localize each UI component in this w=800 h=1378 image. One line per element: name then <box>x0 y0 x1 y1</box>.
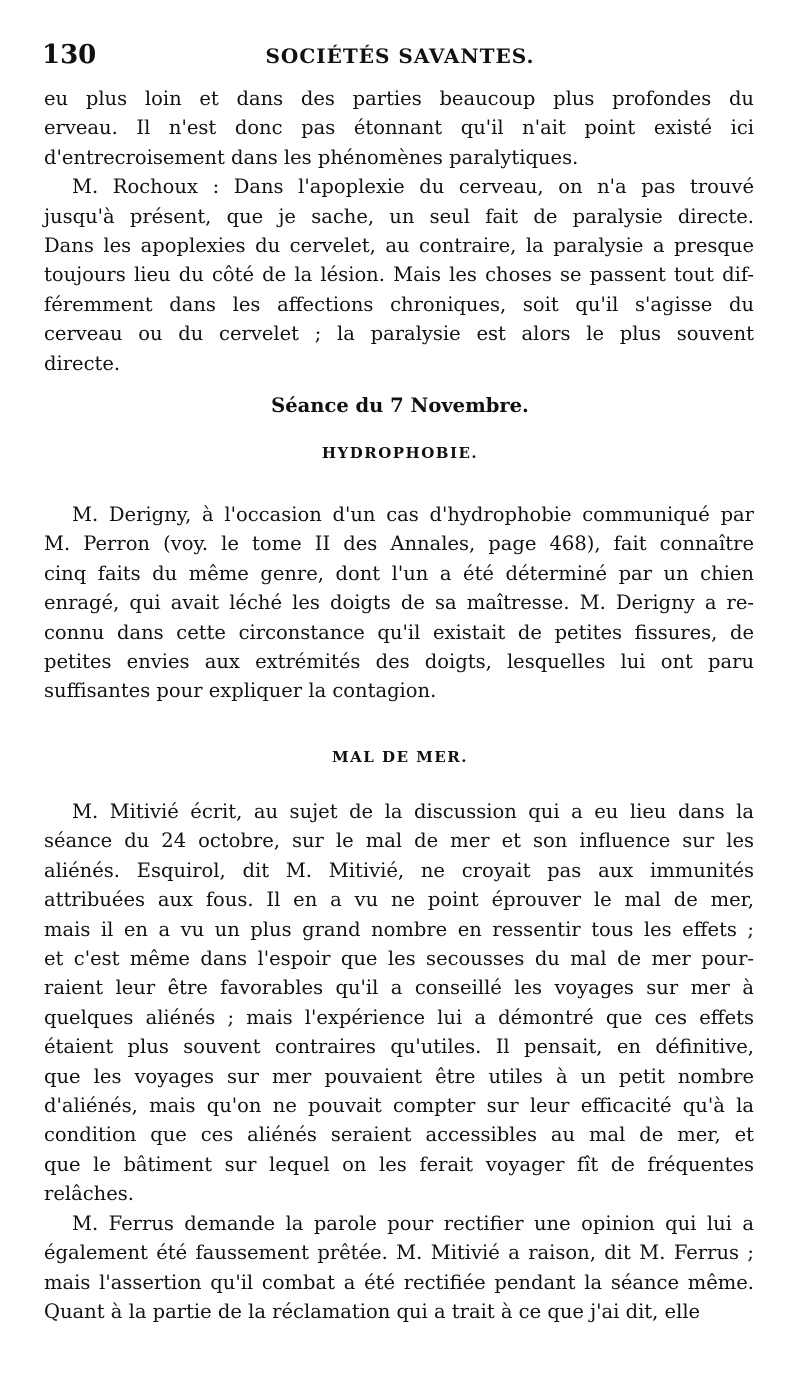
text-line: étaient plus souvent contraires qu'utiles. Il pensait, en définitive, <box>44 1035 754 1059</box>
text-line: que les voyages sur mer pouvaient être utiles à un petit nombre <box>44 1064 754 1088</box>
text-line: petites envies aux extrémités des doigts, lesquelles lui ont paru <box>44 650 754 674</box>
text-line: cerveau ou du cervelet ; la paralysie est alors le plus souvent <box>44 322 754 346</box>
text-line: cinq faits du même genre, dont l'un a été déterminé par un chien <box>44 561 754 585</box>
text-block-hydrophobie <box>44 500 754 706</box>
seance-heading: Séance du 7 Novembre. <box>271 394 529 417</box>
text-block-mal-de-mer <box>44 797 754 1326</box>
text-block-paralysis <box>44 84 754 378</box>
text-line: mais il en a vu un plus grand nombre en ressentir tous les effets ; <box>44 917 754 941</box>
text-line: féremment dans les affections chroniques, soit qu'il s'agisse du <box>44 292 754 316</box>
text-line: jusqu'à présent, que je sache, un seul fait de paralysie directe. <box>44 204 754 228</box>
text-line: M. Ferrus demande la parole pour rectifier une opinion qui lui a <box>72 1211 754 1235</box>
text-line: d'entrecroisement dans les phénomènes paralytiques. <box>44 145 579 169</box>
text-line: quelques aliénés ; mais l'expérience lui a démontré que ces effets <box>44 1005 754 1029</box>
text-line: enragé, qui avait léché les doigts de sa maîtresse. M. Derigny a re- <box>44 591 754 615</box>
text-line: directe. <box>44 351 121 375</box>
text-line: également été faussement prêtée. M. Mitivié a raison, dit M. Ferrus ; <box>44 1241 754 1265</box>
running-header: SOCIÉTÉS SAVANTES. <box>265 44 535 68</box>
text-line: M. Perron (voy. le tome II des Annales, page 468), fait connaître <box>44 532 754 556</box>
section-title-mal-de-mer: MAL DE MER. <box>332 748 468 766</box>
text-line: suffisantes pour expliquer la contagion. <box>44 679 437 703</box>
text-line: condition que ces aliénés seraient accessibles au mal de mer, et <box>44 1123 754 1147</box>
section-title-hydrophobie: HYDROPHOBIE. <box>321 444 479 462</box>
text-line: d'aliénés, mais qu'on ne pouvait compter sur leur efficacité qu'à la <box>44 1094 754 1118</box>
text-line: connu dans cette circonstance qu'il existait de petites fissures, de <box>44 620 754 644</box>
text-line: toujours lieu du côté de la lésion. Mais les choses se passent tout dif- <box>44 263 754 287</box>
text-line: raient leur être favorables qu'il a conseillé les voyages sur mer à <box>44 976 754 1000</box>
text-line: que le bâtiment sur lequel on les ferait voyager fît de fréquentes <box>44 1152 754 1176</box>
text-line: erveau. Il n'est donc pas étonnant qu'il n'ait point existé ici <box>44 116 754 140</box>
text-line: attribuées aux fous. Il en a vu ne point éprouver le mal de mer, <box>44 888 754 912</box>
text-line: relâches. <box>44 1182 134 1206</box>
text-line: aliénés. Esquirol, dit M. Mitivié, ne croyait pas aux immunités <box>44 858 754 882</box>
text-line: mais l'assertion qu'il combat a été rectifiée pendant la séance même. <box>44 1270 754 1294</box>
text-line: eu plus loin et dans des parties beaucoup plus profondes du <box>44 87 754 110</box>
text-line: séance du 24 octobre, sur le mal de mer et son influence sur les <box>44 829 754 853</box>
page-number: 130 <box>42 40 97 70</box>
text-line: M. Mitivié écrit, au sujet de la discussion qui a eu lieu dans la <box>72 800 754 823</box>
text-line: Dans les apoplexies du cervelet, au contraire, la paralysie a presque <box>44 234 754 258</box>
text-line: Quant à la partie de la réclamation qui a trait à ce que j'ai dit, elle <box>44 1299 701 1323</box>
text-line: M. Rochoux : Dans l'apoplexie du cerveau, on n'a pas trouvé <box>72 175 754 199</box>
text-line: et c'est même dans l'espoir que les secousses du mal de mer pour- <box>44 947 754 971</box>
text-line: M. Derigny, à l'occasion d'un cas d'hydrophobie communiqué par <box>72 503 754 526</box>
